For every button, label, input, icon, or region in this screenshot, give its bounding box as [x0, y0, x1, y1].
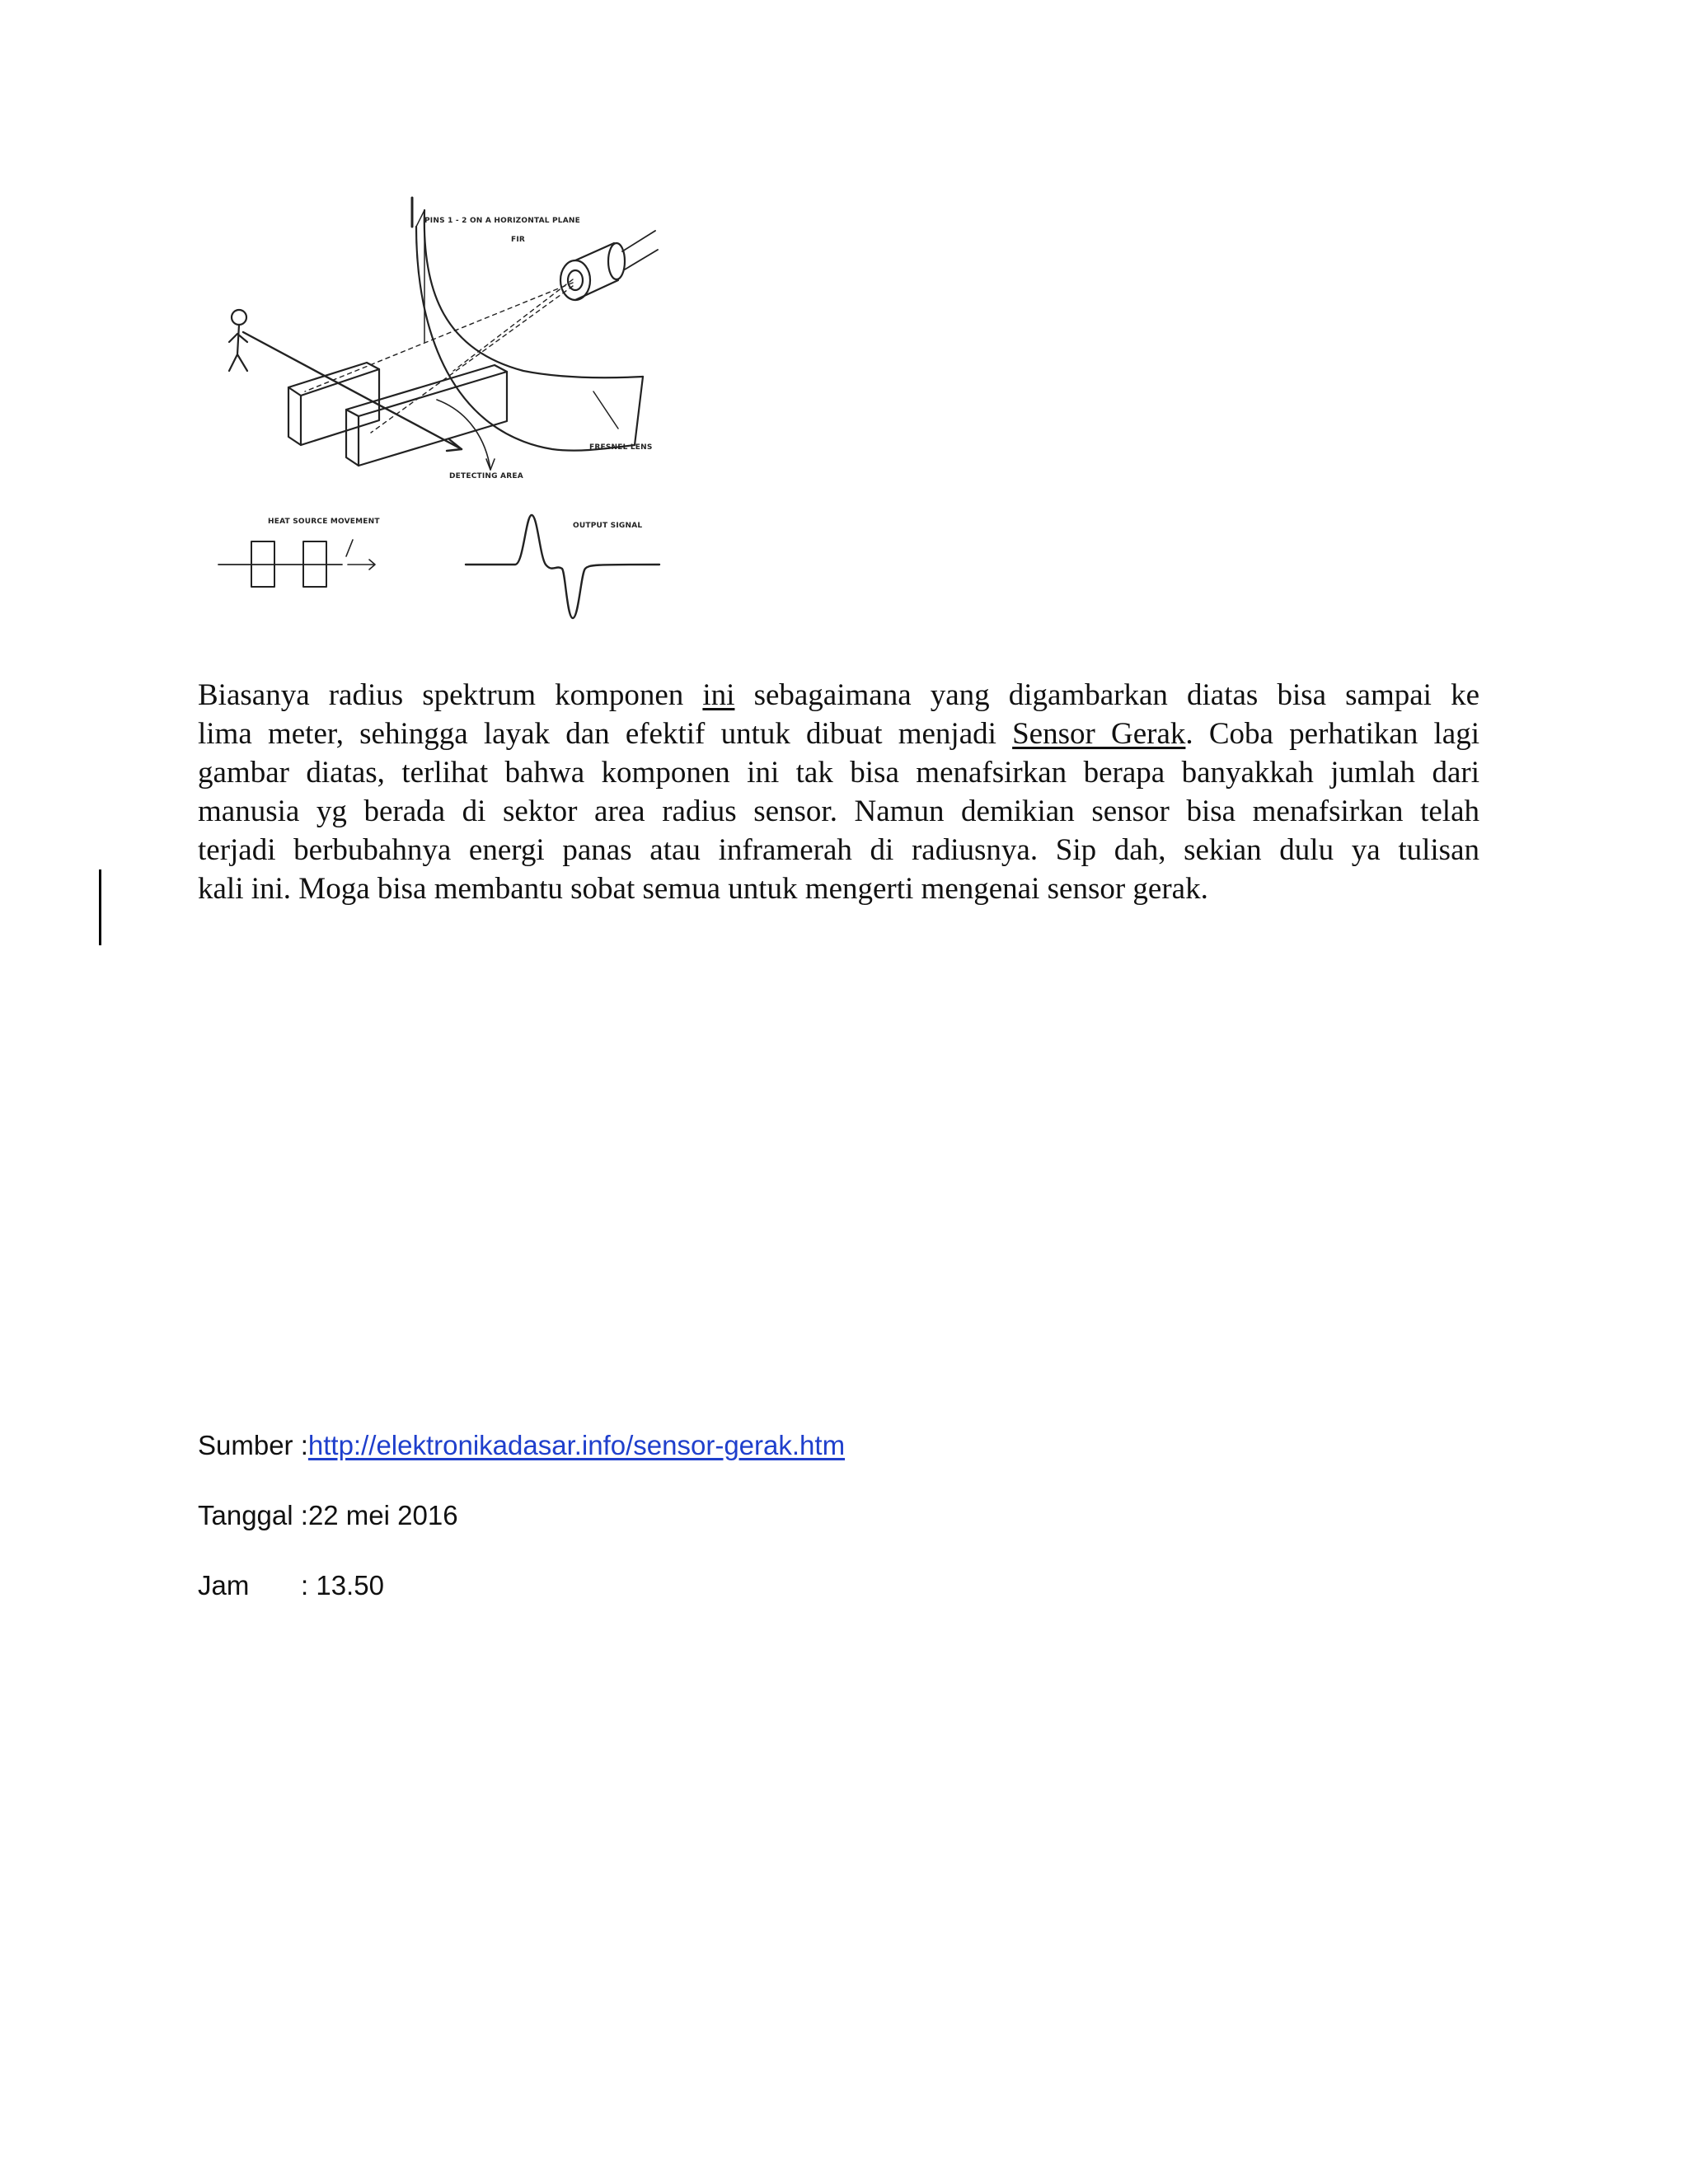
- paragraph-line: lima meter, sehingga layak dan efektif untuk dibuat menjadi Sensor Gerak. Coba perhatikan lagi: [198, 717, 1479, 751]
- lens-right-edge: [635, 377, 643, 445]
- lens-top-curve: [424, 210, 643, 377]
- source-link[interactable]: http://elektronikadasar.info/sensor-gerak.htm: [307, 1430, 846, 1460]
- paragraph-line: gambar diatas, terlihat bahwa komponen ini tak bisa menafsirkan berapa banyakkah jumlah dari: [198, 756, 1479, 790]
- source-label: Sumber :: [198, 1430, 308, 1460]
- person-head: [232, 310, 246, 325]
- lens-bottom-curve: [416, 227, 635, 451]
- label-output-signal: OUTPUT SIGNAL: [573, 522, 643, 530]
- label-fir: FIR: [511, 236, 526, 244]
- paragraph-line: terjadi berbubahnya energi panas atau inframerah di radiusnya. Sip dah, sekian dulu ya tulisan: [198, 833, 1479, 867]
- output-signal-wave: [466, 515, 659, 618]
- time-value: : 13.50: [301, 1570, 384, 1601]
- paragraph-line: Biasanya radius spektrum komponen ini sebagaimana yang digambarkan diatas bisa sampai ke: [198, 678, 1479, 712]
- label-fresnel-lens: FRESNEL LENS: [589, 443, 653, 452]
- date-value: 22 mei 2016: [307, 1500, 458, 1530]
- pir-sensor-diagram: [206, 194, 692, 639]
- diagram-svg: [206, 194, 692, 639]
- date-label: Tanggal :: [198, 1500, 308, 1530]
- sensor-gerak-link-text[interactable]: Sensor Gerak: [1012, 717, 1186, 751]
- label-detecting-area: DETECTING AREA: [449, 472, 523, 480]
- time-label: Jam: [198, 1570, 250, 1601]
- paragraph-line: manusia yg berada di sektor area radius sensor. Namun demikian sensor bisa menafsirkan telah: [198, 794, 1479, 828]
- time-row: [198, 1570, 384, 1601]
- label-pins: PINS 1 - 2 ON A HORIZONTAL PLANE: [424, 217, 580, 225]
- date-row: [198, 1500, 458, 1531]
- movement-arrow: [243, 332, 462, 449]
- fir-lens-front: [560, 260, 590, 300]
- label-heat-source: HEAT SOURCE MOVEMENT: [268, 518, 380, 526]
- paragraph-line: kali ini. Moga bisa membantu sobat semua untuk mengerti mengenai sensor gerak.: [198, 872, 1208, 906]
- body-paragraph: [198, 676, 1479, 908]
- revision-change-bar: [99, 869, 101, 945]
- underlined-word: ini: [702, 678, 735, 712]
- source-row: [198, 1430, 845, 1461]
